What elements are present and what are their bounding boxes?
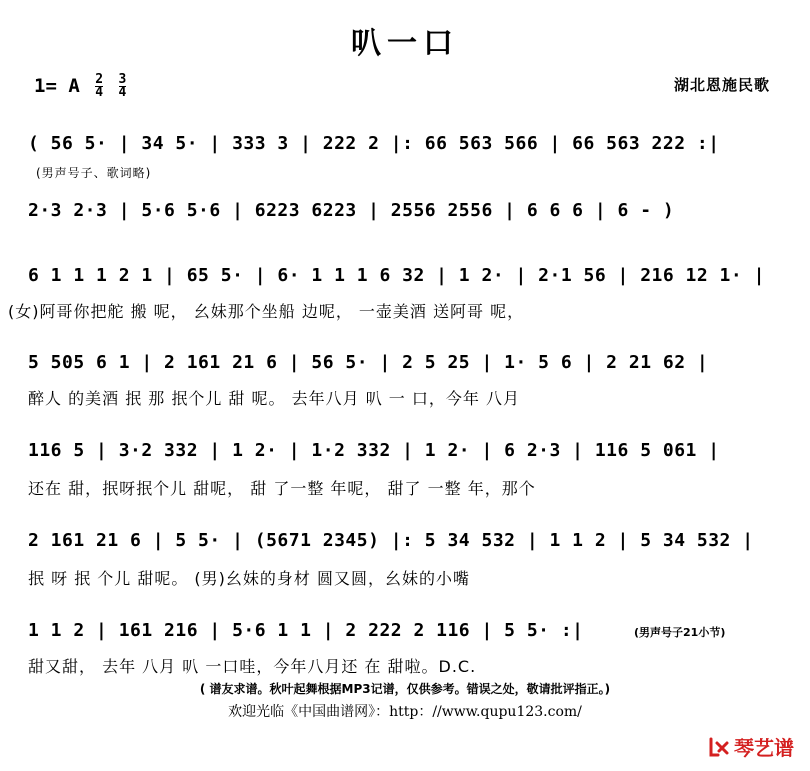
lyric-line-5: 还在 甜，抿呀抿个儿 甜呢， 甜 了一整 年呢， 甜了 一整 年，那个 <box>28 479 536 498</box>
time-sig-den: 4 <box>118 85 127 100</box>
footer-note: ( 谱友求谱。秋叶起舞根据MP3记谱，仅供参考。错误之处，敬请批评指正。) <box>199 682 611 696</box>
staff-line-6: 2 161 21 6 | 5 5· | (5671 2345) |: 5 34 532 | 1 1 2 | 5 34 532 | <box>28 530 754 551</box>
staff-line-3: 6 1 1 1 2 1 | 65 5· | 6· 1 1 1 6 32 | 1 2· | 2·1 56 | 216 12 1· | <box>28 265 765 286</box>
staff-7-note: (男声号子21小节) <box>634 626 726 639</box>
footer-site: 欢迎光临《中国曲谱网》：http：//www.qupu123.com/ <box>228 704 582 720</box>
time-signature-1 <box>95 74 103 99</box>
key-label: 1= A <box>34 75 80 97</box>
staff-line-5: 116 5 | 3·2 332 | 1 2· | 1·2 332 | 1 2· | 6 2·3 | 116 5 061 | <box>28 440 720 461</box>
lyric-line-6: 抿 呀 抿 个儿 甜呢。 (男)幺妹的身材 圆又圆，幺妹的小嘴 <box>28 569 471 588</box>
logo-text: 琴艺谱 <box>734 736 794 760</box>
staff-line-4: 5 505 6 1 | 2 161 21 6 | 56 5· | 2 5 25 | 1· 5 6 | 2 21 62 | <box>28 352 709 373</box>
song-origin: 湖北恩施民歌 <box>673 76 770 94</box>
site-logo <box>708 732 794 761</box>
key-signature <box>34 74 126 99</box>
staff-line-1: ( 56 5· | 34 5· | 333 3 | 222 2 |: 66 563 566 | 66 563 222 :| <box>28 133 720 154</box>
time-sig-den: 4 <box>95 85 104 100</box>
staff-line-2: 2·3 2·3 | 5·6 5·6 | 6223 6223 | 2556 2556 | 6 6 6 | 6 - ) <box>28 200 675 221</box>
time-sig-num: 3 <box>118 72 127 87</box>
lyric-line-4: 醉人 的美酒 抿 那 抿个儿 甜 呢。 去年八月 叭 一 口，今年 八月 <box>28 389 520 408</box>
song-title: 叭一口 <box>351 26 459 61</box>
lyric-line-7: 甜又甜， 去年 八月 叭 一口哇，今年八月还 在 甜啦。D.C. <box>28 657 477 676</box>
time-sig-num: 2 <box>95 72 104 87</box>
lyric-line-3: (女)阿哥你把舵 搬 呢， 幺妹那个坐船 边呢， 一壶美酒 送阿哥 呢， <box>8 302 525 321</box>
lyric-line-1: (男声号子、歌词略) <box>36 166 152 180</box>
staff-line-7: 1 1 2 | 161 216 | 5·6 1 1 | 2 222 2 116 | 5 5· :| <box>28 620 584 641</box>
logo-icon <box>708 736 730 758</box>
time-signature-2 <box>119 74 127 99</box>
